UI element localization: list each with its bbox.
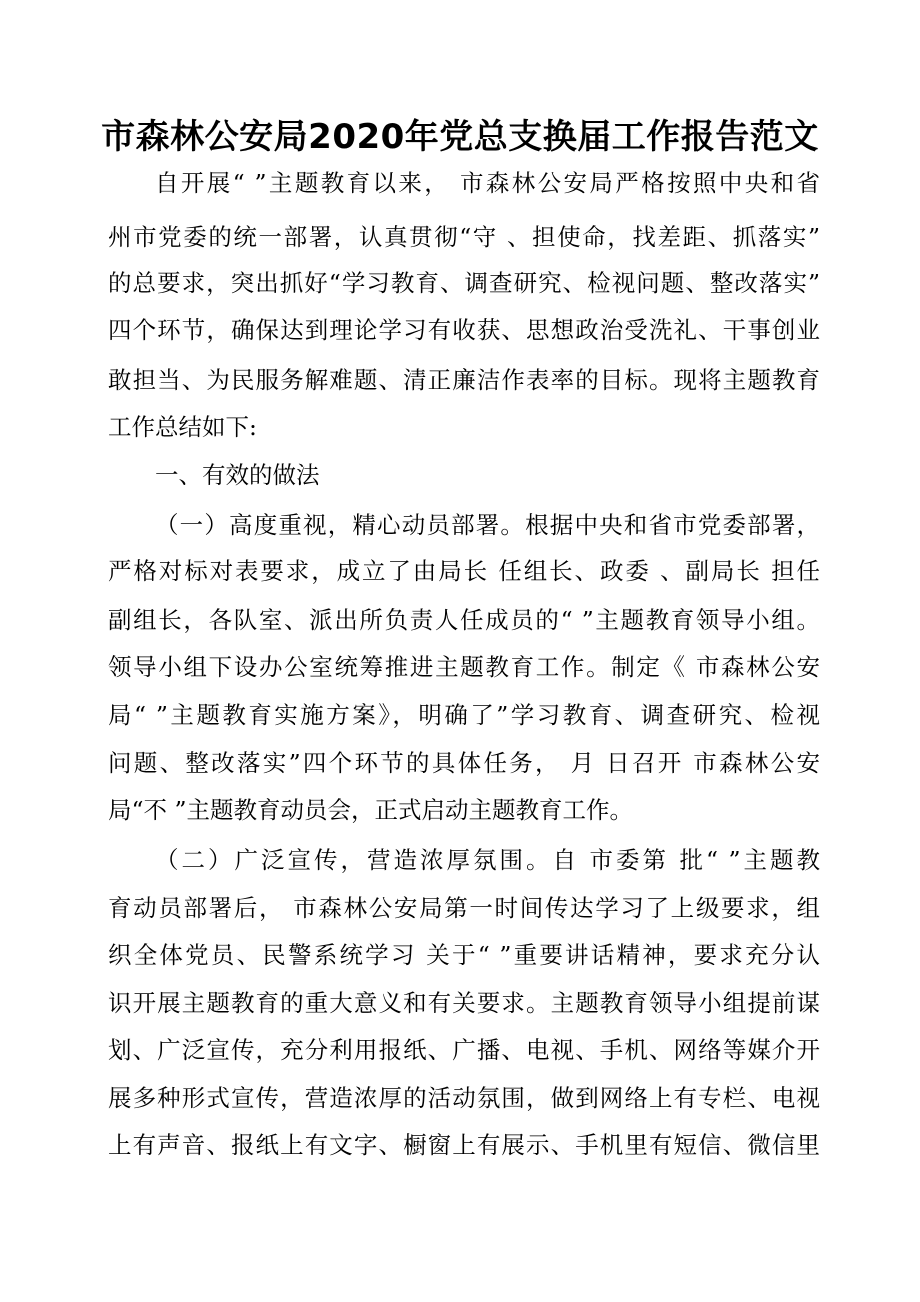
paragraph-line: 州市党委的统一部署，认真贯彻“守 、担使命，找差距、抓落实” — [108, 223, 820, 251]
paragraph-line: 织全体党员、民警系统学习 关于“ ”重要讲话精神，要求充分认 — [108, 941, 820, 969]
paragraph-line: 局“ ”主题教育实施方案》，明确了”学习教育、调查研究、检视 — [108, 701, 820, 729]
paragraph-line: 工作总结如下: — [108, 413, 257, 441]
paragraph-line: （二）广泛宣传，营造浓厚氛围。自 市委第 批“ ”主题教 — [155, 846, 820, 874]
paragraph-line: 问题、整改落实”四个环节的具体任务， 月 日召开 市森林公安 — [108, 749, 820, 777]
paragraph-line: 严格对标对表要求，成立了由局长 任组长、政委 、副局长 担任 — [108, 557, 820, 585]
paragraph-line: 自开展“ ”主题教育以来， 市森林公安局严格按照中央和省 — [155, 169, 820, 197]
paragraph-line: 的总要求，突出抓好“学习教育、调查研究、检视问题、整改落实” — [108, 269, 820, 297]
paragraph-line: 展多种形式宣传，营造浓厚的活动氛围，做到网络上有专栏、电视 — [108, 1084, 820, 1112]
paragraph-line: 副组长，各队室、派出所负责人任成员的“ ”主题教育领导小组。 — [108, 606, 820, 634]
document-title: 市森林公安局2020年党总支换届工作报告范文 — [101, 117, 819, 157]
paragraph-line: 划、广泛宣传，充分利用报纸、广播、电视、手机、网络等媒介开 — [108, 1036, 820, 1064]
paragraph-line: 育动员部署后， 市森林公安局第一时间传达学习了上级要求，组 — [108, 894, 820, 922]
section-heading: 一、有效的做法 — [155, 461, 320, 489]
paragraph-line: 敢担当、为民服务解难题、清正廉洁作表率的目标。现将主题教育 — [108, 366, 820, 394]
paragraph-line: 上有声音、报纸上有文字、橱窗上有展示、手机里有短信、微信里 — [108, 1131, 820, 1159]
paragraph-line: 四个环节，确保达到理论学习有收获、思想政治受洗礼、干事创业 — [108, 316, 820, 344]
paragraph-line: 局“不 ”主题教育动员会，正式启动主题教育工作。 — [108, 796, 633, 824]
paragraph-line: 识开展主题教育的重大意义和有关要求。主题教育领导小组提前谋 — [108, 989, 820, 1017]
paragraph-line: 领导小组下设办公室统筹推进主题教育工作。制定《 市森林公安 — [108, 653, 820, 681]
paragraph-line: （一）高度重视，精心动员部署。根据中央和省市党委部署， — [155, 511, 820, 539]
